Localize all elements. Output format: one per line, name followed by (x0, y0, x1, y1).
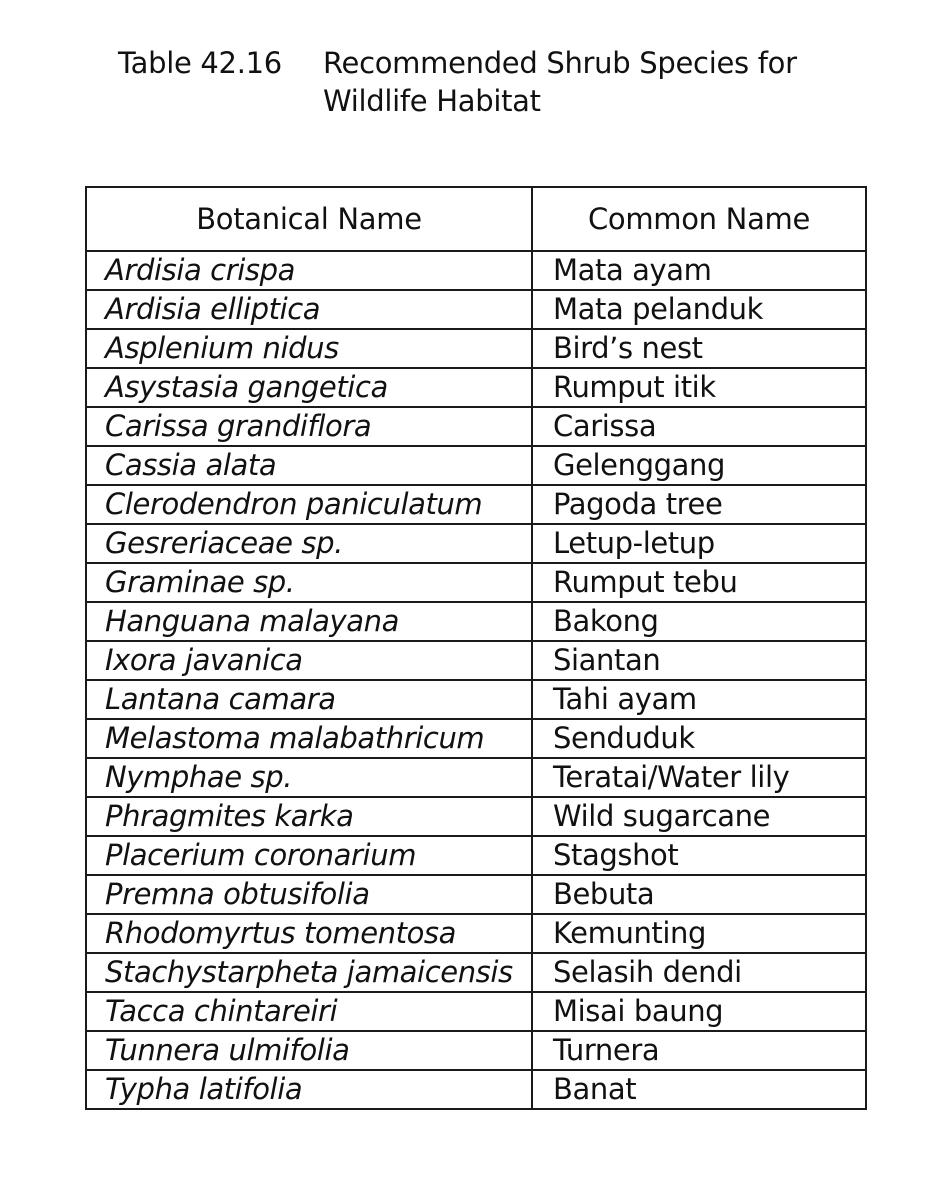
table-title-line-1: Recommended Shrub Species for (323, 46, 797, 80)
common-name-cell: Rumput itik (532, 368, 866, 407)
botanical-name-cell: Typha latifolia (86, 1070, 532, 1109)
botanical-name-cell: Lantana camara (86, 680, 532, 719)
table-row (86, 251, 866, 290)
common-name-cell: Tahi ayam (532, 680, 866, 719)
table-row (86, 407, 866, 446)
botanical-name-cell: Melastoma malabathricum (86, 719, 532, 758)
table-row (86, 1070, 866, 1109)
common-name-cell: Rumput tebu (532, 563, 866, 602)
table-row (86, 368, 866, 407)
table-title-line-2: Wildlife Habitat (323, 84, 541, 118)
table-row (86, 758, 866, 797)
botanical-name-cell: Placerium coronarium (86, 836, 532, 875)
table-row (86, 485, 866, 524)
botanical-name-cell: Cassia alata (86, 446, 532, 485)
table-header-row (86, 187, 866, 251)
botanical-name-cell: Nymphae sp. (86, 758, 532, 797)
botanical-name-cell: Premna obtusifolia (86, 875, 532, 914)
botanical-name-cell: Tunnera ulmifolia (86, 1031, 532, 1070)
botanical-name-cell: Graminae sp. (86, 563, 532, 602)
botanical-name-cell: Asplenium nidus (86, 329, 532, 368)
shrub-species-table (85, 186, 867, 1110)
botanical-name-cell: Clerodendron paniculatum (86, 485, 532, 524)
table-row (86, 992, 866, 1031)
table-row (86, 680, 866, 719)
common-name-cell: Turnera (532, 1031, 866, 1070)
common-name-cell: Pagoda tree (532, 485, 866, 524)
botanical-name-cell: Rhodomyrtus tomentosa (86, 914, 532, 953)
common-name-cell: Misai baung (532, 992, 866, 1031)
common-name-cell: Banat (532, 1070, 866, 1109)
common-name-cell: Mata ayam (532, 251, 866, 290)
table-row (86, 563, 866, 602)
common-name-cell: Selasih dendi (532, 953, 866, 992)
table-row (86, 719, 866, 758)
botanical-name-cell: Carissa grandiflora (86, 407, 532, 446)
table-row (86, 290, 866, 329)
table-row (86, 836, 866, 875)
table-body (86, 251, 866, 1109)
botanical-name-cell: Ardisia crispa (86, 251, 532, 290)
botanical-name-cell: Gesreriaceae sp. (86, 524, 532, 563)
common-name-cell: Bakong (532, 602, 866, 641)
common-name-cell: Bird’s nest (532, 329, 866, 368)
common-name-cell: Kemunting (532, 914, 866, 953)
common-name-cell: Letup-letup (532, 524, 866, 563)
table-row (86, 1031, 866, 1070)
botanical-name-cell: Phragmites karka (86, 797, 532, 836)
table-row (86, 524, 866, 563)
table-row (86, 914, 866, 953)
table-row (86, 797, 866, 836)
table-title (323, 44, 823, 120)
botanical-name-cell: Ardisia elliptica (86, 290, 532, 329)
botanical-name-cell: Tacca chintareiri (86, 992, 532, 1031)
common-name-cell: Siantan (532, 641, 866, 680)
common-name-cell: Mata pelanduk (532, 290, 866, 329)
common-name-cell: Stagshot (532, 836, 866, 875)
botanical-name-cell: Stachystarpheta jamaicensis (86, 953, 532, 992)
table-number: Table 42.16 (118, 46, 282, 80)
header-common-name: Common Name (532, 187, 866, 251)
botanical-name-cell: Asystasia gangetica (86, 368, 532, 407)
common-name-cell: Carissa (532, 407, 866, 446)
table-row (86, 875, 866, 914)
common-name-cell: Senduduk (532, 719, 866, 758)
common-name-cell: Gelenggang (532, 446, 866, 485)
table-row (86, 329, 866, 368)
common-name-cell: Bebuta (532, 875, 866, 914)
botanical-name-cell: Hanguana malayana (86, 602, 532, 641)
botanical-name-cell: Ixora javanica (86, 641, 532, 680)
table-row (86, 641, 866, 680)
common-name-cell: Teratai/Water lily (532, 758, 866, 797)
table-row (86, 446, 866, 485)
common-name-cell: Wild sugarcane (532, 797, 866, 836)
header-botanical-name: Botanical Name (86, 187, 532, 251)
table-row (86, 602, 866, 641)
table-row (86, 953, 866, 992)
